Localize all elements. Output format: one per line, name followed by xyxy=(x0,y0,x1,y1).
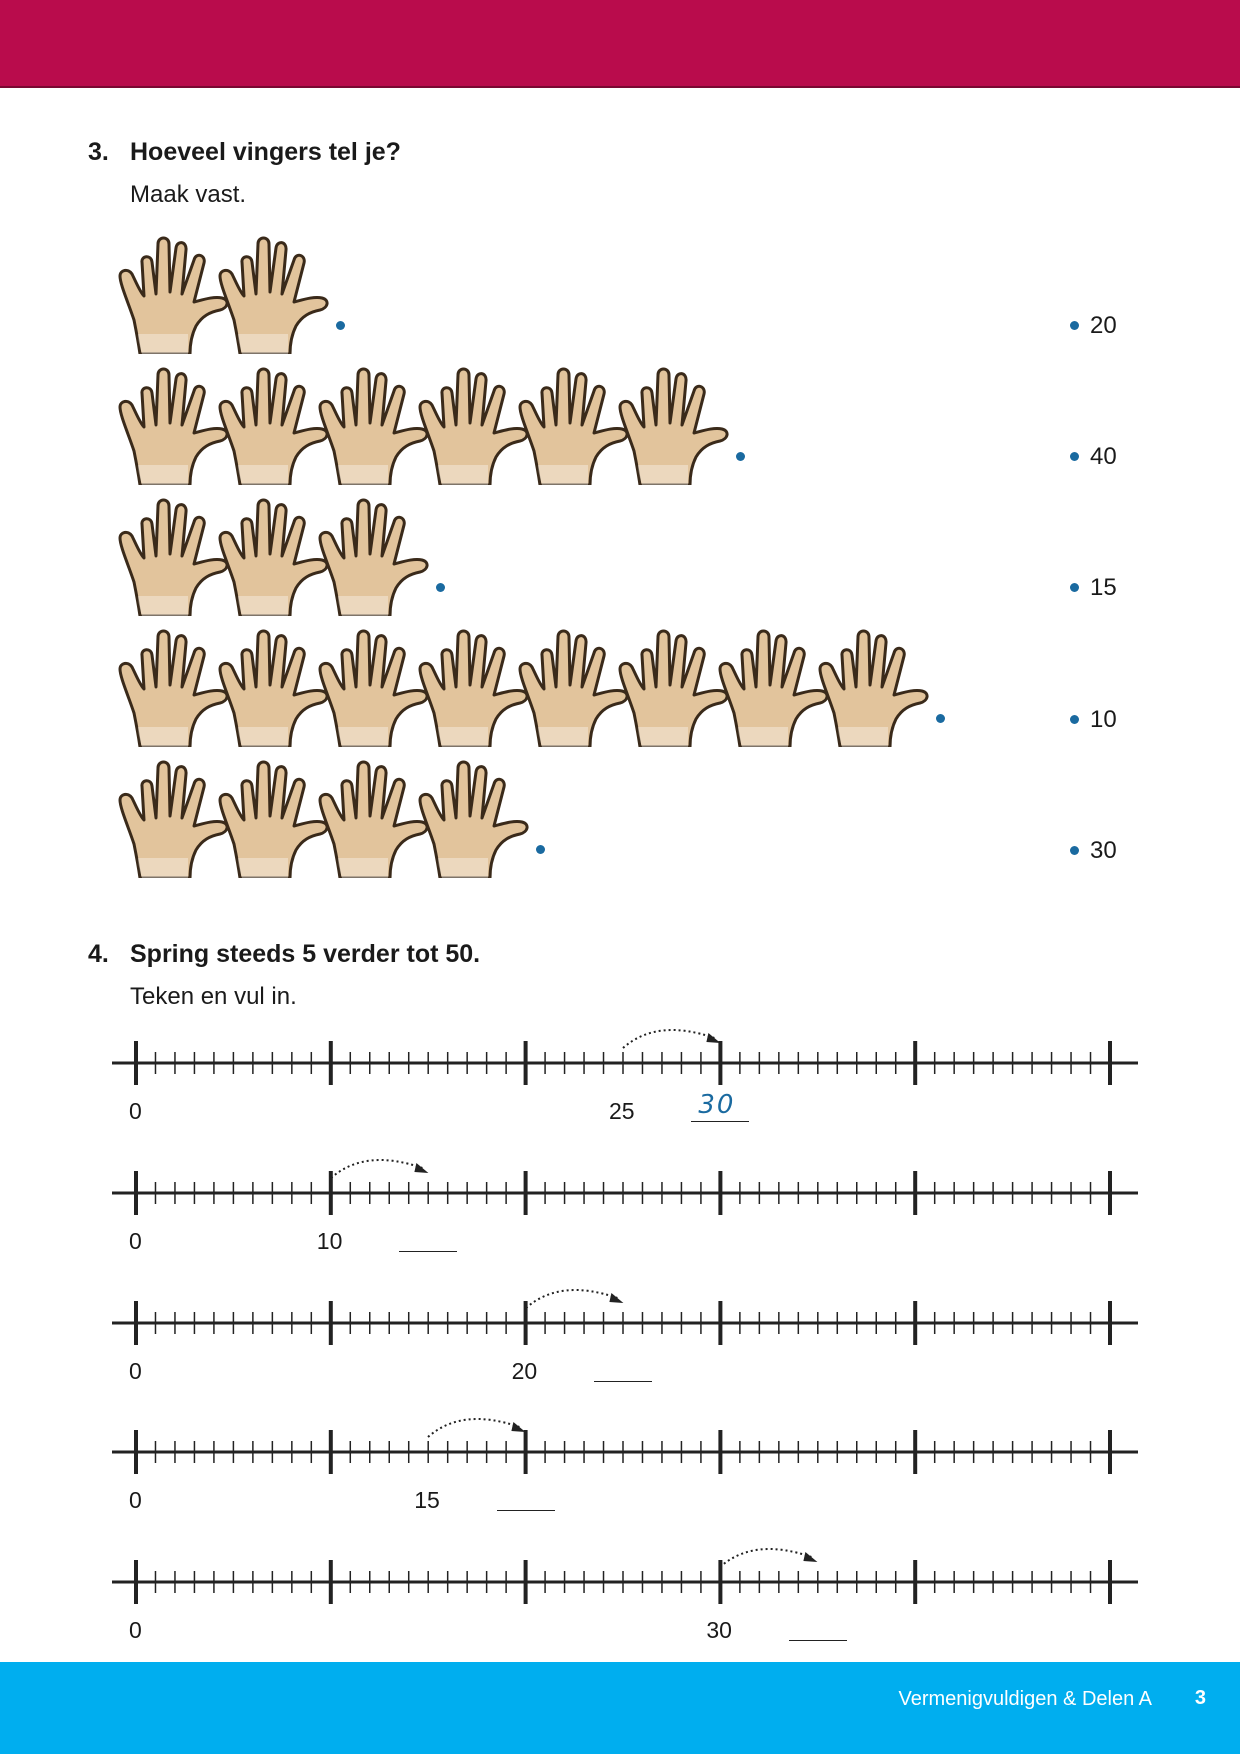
number-line xyxy=(110,1557,1140,1607)
number-line-start-label: 0 xyxy=(129,1098,142,1124)
number-line xyxy=(110,1427,1140,1477)
hand-icon xyxy=(818,625,930,747)
answer-dot[interactable] xyxy=(1070,321,1079,330)
answer-option: 40 xyxy=(1090,443,1117,470)
number-line-given-label: 25 xyxy=(609,1098,635,1124)
hand-icon xyxy=(418,756,530,878)
number-line-start-label: 0 xyxy=(129,1617,142,1643)
jump-arrow xyxy=(716,1537,833,1571)
hand-icon xyxy=(718,625,830,747)
number-line-start-label: 0 xyxy=(129,1487,142,1513)
hand-icon xyxy=(118,363,230,485)
answer-dot[interactable] xyxy=(1070,715,1079,724)
number-line-given-label: 15 xyxy=(414,1487,440,1513)
hand-icon xyxy=(218,363,330,485)
exercise-3-instruction: Maak vast. xyxy=(130,181,247,208)
jump-arrow xyxy=(619,1018,736,1052)
hand-row-dot[interactable] xyxy=(936,714,945,723)
jump-arrow xyxy=(522,1278,639,1312)
hand-row-dot[interactable] xyxy=(536,845,545,854)
jump-arrow xyxy=(424,1407,541,1441)
hand-icon xyxy=(318,625,430,747)
hand-icon xyxy=(318,494,430,616)
answer-blank[interactable] xyxy=(399,1251,457,1252)
hand-icon xyxy=(318,363,430,485)
hand-icon xyxy=(218,494,330,616)
header-bar xyxy=(0,0,1240,88)
hand-icon xyxy=(418,625,530,747)
answer-option: 15 xyxy=(1090,574,1117,601)
number-line-start-label: 0 xyxy=(129,1228,142,1254)
answer-option: 30 xyxy=(1090,837,1117,864)
answer-blank[interactable] xyxy=(497,1510,555,1511)
hand-icon xyxy=(518,625,630,747)
hand-icon xyxy=(218,232,330,354)
answer-dot[interactable] xyxy=(1070,583,1079,592)
hand-row-dot[interactable] xyxy=(736,452,745,461)
exercise-3-number: 3. xyxy=(88,138,109,166)
exercise-4-number: 4. xyxy=(88,940,109,968)
hand-icon xyxy=(218,756,330,878)
page-number: 3 xyxy=(1194,1687,1206,1709)
answer-dot[interactable] xyxy=(1070,846,1079,855)
hand-icon xyxy=(318,756,430,878)
hand-icon xyxy=(118,232,230,354)
hand-icon xyxy=(118,494,230,616)
hand-icon xyxy=(418,363,530,485)
hand-row-dot[interactable] xyxy=(336,321,345,330)
hand-row-dot[interactable] xyxy=(436,583,445,592)
answer-dot[interactable] xyxy=(1070,452,1079,461)
number-line-given-label: 20 xyxy=(511,1358,538,1384)
exercise-4-instruction: Teken en vul in. xyxy=(130,983,297,1010)
exercise-3-title: Hoeveel vingers tel je? xyxy=(130,138,401,166)
exercise-4-title: Spring steeds 5 verder tot 50. xyxy=(130,940,481,968)
answer-blank[interactable] xyxy=(594,1381,652,1382)
answer-blank[interactable] xyxy=(691,1121,749,1122)
number-line-given-label: 30 xyxy=(706,1617,732,1643)
answer-blank[interactable] xyxy=(789,1640,847,1641)
hand-icon xyxy=(118,756,230,878)
hand-icon xyxy=(118,625,230,747)
hand-icon xyxy=(218,625,330,747)
handwritten-answer: 30 xyxy=(698,1090,736,1120)
answer-option: 10 xyxy=(1090,706,1117,733)
number-line-given-label: 10 xyxy=(316,1228,343,1254)
number-line xyxy=(110,1168,1140,1218)
answer-option: 20 xyxy=(1090,312,1117,339)
hand-icon xyxy=(618,625,730,747)
hand-icon xyxy=(618,363,730,485)
number-line-start-label: 0 xyxy=(129,1358,142,1384)
hand-icon xyxy=(518,363,630,485)
footer-title: Vermenigvuldigen & Delen A xyxy=(898,1688,1152,1710)
jump-arrow xyxy=(327,1148,444,1182)
